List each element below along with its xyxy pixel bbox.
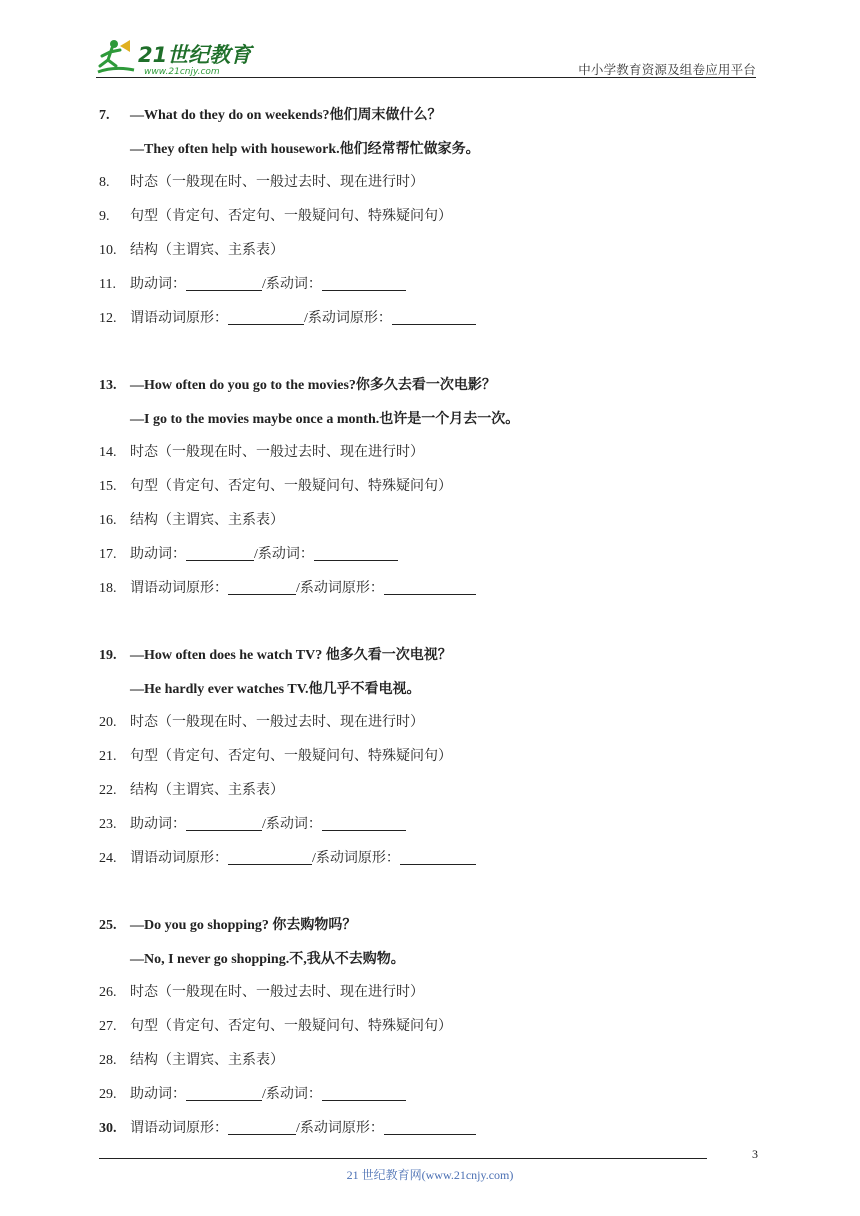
- answer-19: —He hardly ever watches TV.他几乎不看电视。: [130, 682, 421, 697]
- page-number: 3: [752, 1147, 758, 1161]
- list-item: 22. 结构（主谓宾、主系表）: [99, 783, 284, 798]
- logo-url: www.21cnjy.com: [144, 67, 220, 77]
- list-item: 28. 结构（主谓宾、主系表）: [99, 1053, 284, 1068]
- question-19: 19. —How often does he watch TV? 他多久看一次电视？: [99, 648, 452, 663]
- list-item: 9. 句型（肯定句、否定句、一般疑问句、特殊疑问句）: [99, 209, 452, 224]
- logo-21cnjy: [94, 36, 264, 78]
- list-item: 27. 句型（肯定句、否定句、一般疑问句、特殊疑问句）: [99, 1019, 452, 1034]
- blank-input[interactable]: [186, 274, 262, 291]
- footer-site-link[interactable]: 21 世纪教育网(www.21cnjy.com): [346, 1168, 514, 1182]
- platform-name: 中小学教育资源及组卷应用平台: [578, 62, 756, 77]
- page-header: [0, 0, 860, 82]
- question-number: 7.: [99, 108, 110, 123]
- list-item: 8. 时态（一般现在时、一般过去时、现在进行时）: [99, 175, 424, 190]
- blank-input[interactable]: [322, 814, 406, 831]
- list-item: 20. 时态（一般现在时、一般过去时、现在进行时）: [99, 715, 424, 730]
- question-13: 13. —How often do you go to the movies?你多久去看一次电影？: [99, 378, 496, 393]
- blank-input[interactable]: [186, 1084, 262, 1101]
- logo-text: 21世纪教育: [138, 43, 252, 67]
- list-item: 21. 句型（肯定句、否定句、一般疑问句、特殊疑问句）: [99, 749, 452, 764]
- question-7: [99, 104, 442, 128]
- fill-in-row: 12. 谓语动词原形： /系动词原形：: [99, 307, 476, 331]
- blank-input[interactable]: [186, 814, 262, 831]
- blank-input[interactable]: [228, 1118, 296, 1135]
- answer-13: —I go to the movies maybe once a month.也许是一个月去一次。: [130, 412, 520, 427]
- fill-in-row: 30. 谓语动词原形： /系动词原形：: [99, 1117, 476, 1141]
- fill-in-row: 29. 助动词： /系动词：: [99, 1083, 406, 1107]
- blank-input[interactable]: [314, 544, 398, 561]
- list-item: 26. 时态（一般现在时、一般过去时、现在进行时）: [99, 985, 424, 1000]
- header-divider: [96, 77, 756, 78]
- list-item: 10. 结构（主谓宾、主系表）: [99, 243, 284, 258]
- blank-input[interactable]: [228, 848, 312, 865]
- blank-input[interactable]: [322, 1084, 406, 1101]
- answer-7: —They often help with housework.他们经常帮忙做家务。: [130, 142, 480, 157]
- question-25: 25. —Do you go shopping? 你去购物吗？: [99, 918, 357, 933]
- fill-in-row: 24. 谓语动词原形： /系动词原形：: [99, 847, 476, 871]
- list-item: 16. 结构（主谓宾、主系表）: [99, 513, 284, 528]
- fill-in-row: 17. 助动词： /系动词：: [99, 543, 398, 567]
- fill-in-row: 23. 助动词： /系动词：: [99, 813, 406, 837]
- question-text: —What do they do on weekends?他们周末做什么？: [130, 108, 442, 123]
- answer-25: —No, I never go shopping.不,我从不去购物。: [130, 952, 405, 967]
- list-item: 15. 句型（肯定句、否定句、一般疑问句、特殊疑问句）: [99, 479, 452, 494]
- footer-divider: [99, 1158, 707, 1159]
- fill-in-row: 18. 谓语动词原形： /系动词原形：: [99, 577, 476, 601]
- blank-input[interactable]: [400, 848, 476, 865]
- blank-input[interactable]: [322, 274, 406, 291]
- fill-in-row: 11. 助动词： /系动词：: [99, 273, 406, 297]
- blank-input[interactable]: [228, 578, 296, 595]
- blank-input[interactable]: [384, 1118, 476, 1135]
- blank-input[interactable]: [392, 308, 476, 325]
- blank-input[interactable]: [384, 578, 476, 595]
- blank-input[interactable]: [186, 544, 254, 561]
- blank-input[interactable]: [228, 308, 304, 325]
- list-item: 14. 时态（一般现在时、一般过去时、现在进行时）: [99, 445, 424, 460]
